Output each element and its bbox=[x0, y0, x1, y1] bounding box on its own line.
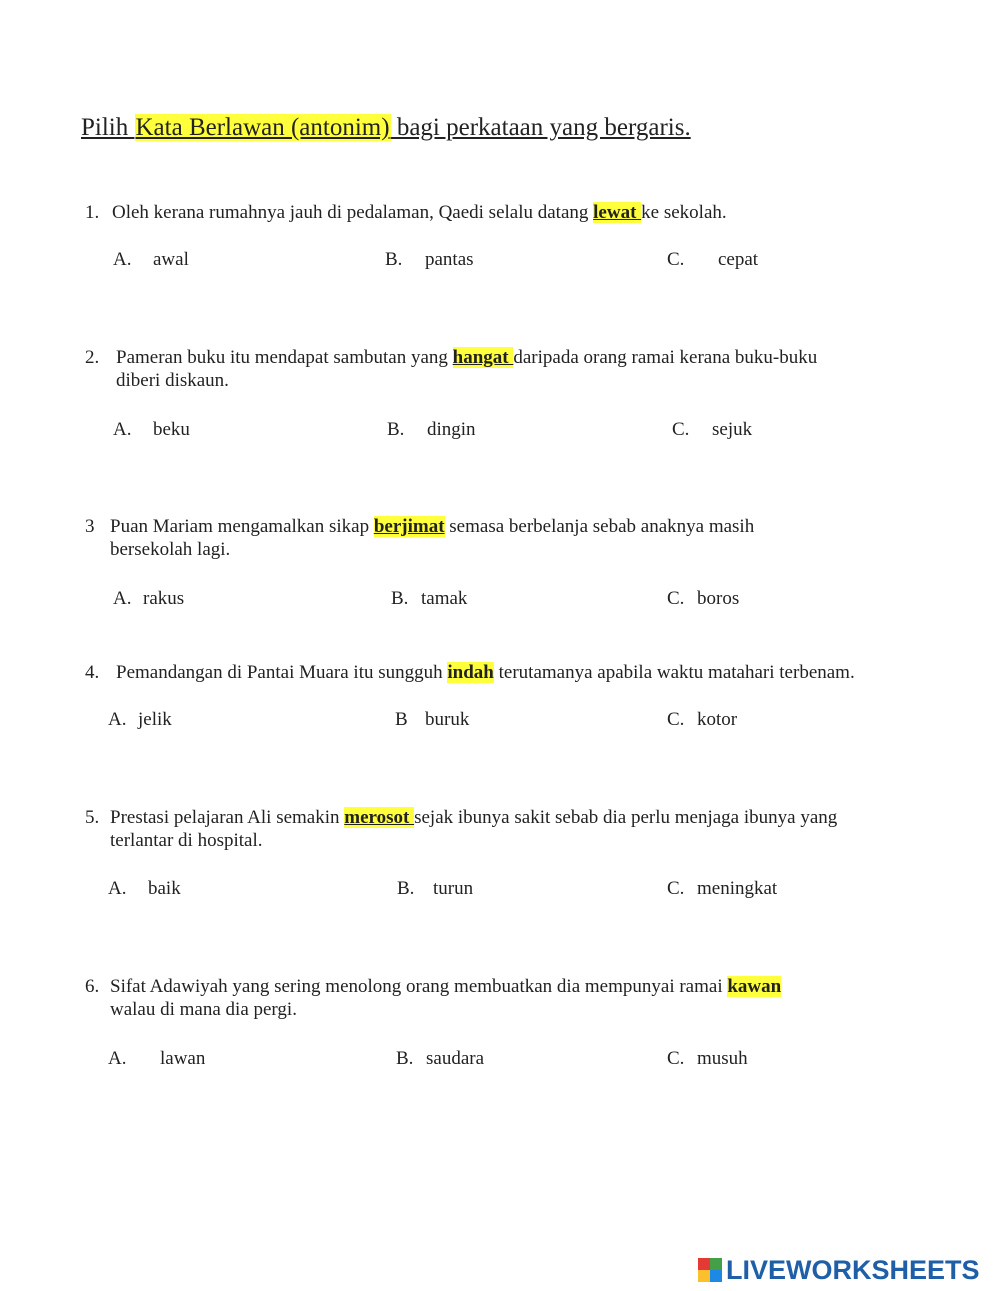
option-1b[interactable] bbox=[385, 249, 474, 271]
option-letter: C. bbox=[667, 249, 685, 270]
option-letter: C. bbox=[667, 709, 685, 730]
option-2a[interactable] bbox=[113, 419, 190, 441]
question-text-pre: Pameran buku itu mendapat sambutan yang bbox=[116, 347, 453, 368]
question-keyword: merosot bbox=[344, 807, 415, 828]
option-text: dingin bbox=[427, 419, 476, 440]
option-1a[interactable] bbox=[113, 249, 189, 271]
question-number: 1. bbox=[85, 202, 100, 223]
question-text-pre: Sifat Adawiyah yang sering menolong orang membuatkan dia mempunyai ramai bbox=[110, 976, 728, 997]
option-5a[interactable] bbox=[108, 878, 181, 900]
option-text: buruk bbox=[425, 709, 470, 730]
option-text: pantas bbox=[425, 249, 474, 270]
question-3-continuation: bersekolah lagi. bbox=[110, 539, 231, 560]
option-5c[interactable] bbox=[667, 878, 777, 900]
question-6 bbox=[85, 974, 781, 999]
question-number: 6. bbox=[85, 976, 100, 997]
question-text-post: sejak ibunya sakit sebab dia perlu menjaga ibunya yang bbox=[414, 807, 838, 828]
option-letter: B. bbox=[396, 1048, 414, 1069]
option-letter: A. bbox=[113, 588, 132, 609]
option-6b[interactable] bbox=[396, 1048, 484, 1070]
option-6c[interactable] bbox=[667, 1048, 748, 1070]
option-text: sejuk bbox=[712, 419, 753, 440]
liveworksheets-logo bbox=[698, 1255, 980, 1285]
question-number: 5. bbox=[85, 807, 100, 828]
title-highlight: Kata Berlawan (antonim) bbox=[135, 114, 390, 141]
option-text: boros bbox=[697, 588, 740, 609]
option-2b[interactable] bbox=[387, 419, 476, 441]
page-title bbox=[81, 114, 691, 142]
option-letter: A. bbox=[108, 1048, 127, 1069]
option-letter: C. bbox=[667, 878, 685, 899]
option-text: tamak bbox=[421, 588, 468, 609]
question-3 bbox=[85, 514, 754, 539]
liveworksheets-logo-icon bbox=[698, 1258, 722, 1282]
option-text: baik bbox=[148, 878, 181, 899]
title-post: bagi perkataan yang bergaris. bbox=[390, 114, 691, 141]
question-text-pre: Pemandangan di Pantai Muara itu sungguh bbox=[116, 662, 448, 683]
question-4 bbox=[85, 660, 855, 685]
option-letter: A. bbox=[108, 878, 127, 899]
option-4b[interactable] bbox=[395, 709, 469, 731]
question-text-post: daripada orang ramai kerana buku-buku bbox=[513, 347, 818, 368]
option-letter: C. bbox=[667, 1048, 685, 1069]
question-text-pre: Prestasi pelajaran Ali semakin bbox=[110, 807, 345, 828]
title-pre: Pilih bbox=[81, 114, 135, 141]
logo-square-yellow bbox=[698, 1270, 710, 1282]
option-letter: C. bbox=[667, 588, 685, 609]
option-text: meningkat bbox=[697, 878, 778, 899]
option-text: jelik bbox=[138, 709, 172, 730]
option-text: turun bbox=[433, 878, 474, 899]
question-text-post: ke sekolah. bbox=[641, 202, 727, 223]
question-keyword: indah bbox=[447, 662, 494, 683]
question-text-pre: Oleh kerana rumahnya jauh di pedalaman, Qaedi selalu datang bbox=[112, 202, 594, 223]
question-2-continuation: diberi diskaun. bbox=[116, 370, 229, 391]
option-4a[interactable] bbox=[108, 709, 172, 731]
question-text-pre: Puan Mariam mengamalkan sikap bbox=[110, 516, 374, 537]
option-text: saudara bbox=[426, 1048, 485, 1069]
option-letter: B. bbox=[397, 878, 415, 899]
logo-square-green bbox=[710, 1258, 722, 1270]
option-letter: B bbox=[395, 709, 408, 730]
question-number: 3 bbox=[85, 516, 95, 537]
logo-square-red bbox=[698, 1258, 710, 1270]
question-text-post: semasa berbelanja sebab anaknya masih bbox=[444, 516, 755, 537]
question-2 bbox=[85, 345, 817, 370]
question-text-post: terutamanya apabila waktu matahari terbenam. bbox=[493, 662, 855, 683]
option-letter: B. bbox=[387, 419, 405, 440]
option-letter: A. bbox=[108, 709, 127, 730]
option-3b[interactable] bbox=[391, 588, 467, 610]
option-text: musuh bbox=[697, 1048, 748, 1069]
question-1 bbox=[85, 200, 727, 225]
question-6-continuation: walau di mana dia pergi. bbox=[110, 999, 297, 1020]
question-keyword: hangat bbox=[452, 347, 514, 368]
option-letter: A. bbox=[113, 249, 132, 270]
question-keyword: berjimat bbox=[373, 516, 445, 537]
question-number: 4. bbox=[85, 662, 100, 683]
option-text: kotor bbox=[697, 709, 738, 730]
question-number: 2. bbox=[85, 347, 100, 368]
option-text: lawan bbox=[160, 1048, 206, 1069]
option-text: awal bbox=[153, 249, 189, 270]
option-letter: C. bbox=[672, 419, 690, 440]
question-5 bbox=[85, 805, 837, 830]
option-1c[interactable] bbox=[667, 249, 758, 271]
logo-text: LIVEWORKSHEETS bbox=[726, 1254, 980, 1285]
option-4c[interactable] bbox=[667, 709, 737, 731]
option-letter: B. bbox=[385, 249, 403, 270]
question-5-continuation: terlantar di hospital. bbox=[110, 830, 263, 851]
question-keyword: lewat bbox=[593, 202, 642, 223]
option-3a[interactable] bbox=[113, 588, 184, 610]
option-5b[interactable] bbox=[397, 878, 473, 900]
option-text: rakus bbox=[143, 588, 185, 609]
option-letter: A. bbox=[113, 419, 132, 440]
option-text: cepat bbox=[718, 249, 759, 270]
question-keyword: kawan bbox=[727, 976, 782, 997]
option-3c[interactable] bbox=[667, 588, 739, 610]
option-text: beku bbox=[153, 419, 190, 440]
option-6a[interactable] bbox=[108, 1048, 205, 1070]
logo-square-blue bbox=[710, 1270, 722, 1282]
option-letter: B. bbox=[391, 588, 409, 609]
option-2c[interactable] bbox=[672, 419, 752, 441]
